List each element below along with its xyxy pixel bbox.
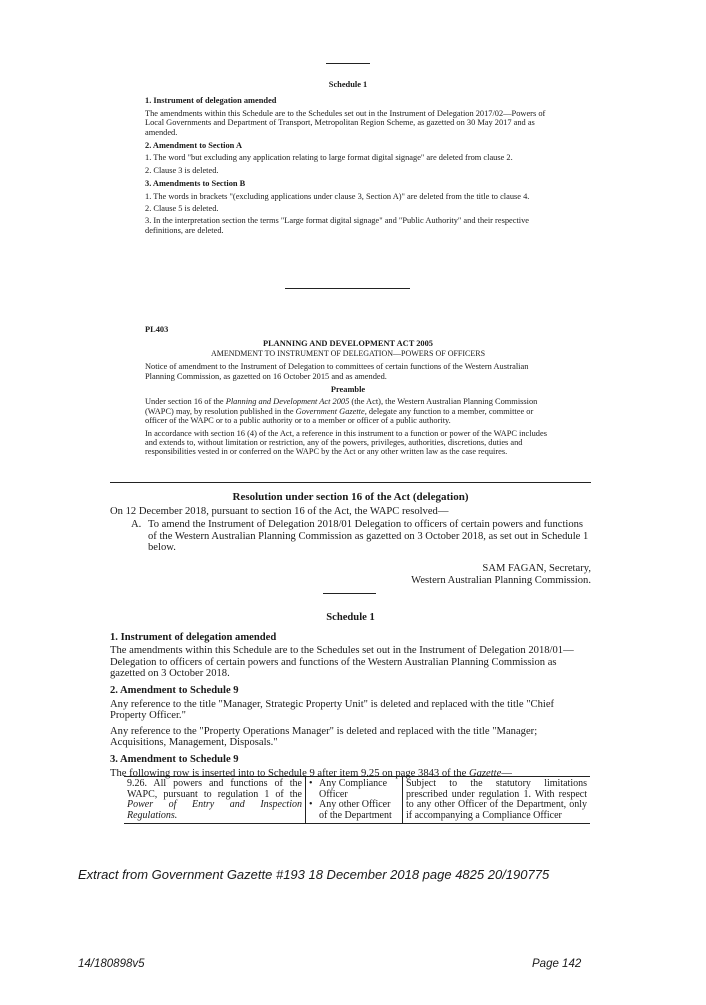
- notice-code: PL403: [145, 325, 169, 334]
- preamble-paragraph-2: In accordance with section 16 (4) of the Act, a reference in this instrument to a function or power of the WAPC includes and extends to, without limitation or restriction, any of the powers, privileges, authorities, discretions, duties and responsibilities vested in or conferred on the WAPC by the Act or any other written law as the case requires.: [145, 428, 547, 457]
- top-paragraph-3a: 1. The words in brackets "(excluding applications under clause 3, Section A)" are deleted from the title to clause 4.: [145, 191, 530, 201]
- schedule-divider: [323, 593, 376, 594]
- document-reference: 14/180898v5: [78, 958, 145, 970]
- gazette-extract-note: Extract from Government Gazette #193 18 December 2018 page 4825 20/190775: [78, 867, 550, 882]
- top-heading-3: 3. Amendments to Section B: [145, 179, 246, 189]
- organisation: Western Australian Planning Commission.: [411, 574, 591, 586]
- schedule-heading-2: 2. Amendment to Schedule 9: [110, 684, 239, 696]
- resolution-item-a: [110, 519, 591, 554]
- schedule-paragraph-1: The amendments within this Schedule are to the Schedules set out in the Instrument of Delegation 2018/01—Delegation to officers of certain powers and functions of the Western Australian Planning Commission as gazetted on 3 October 2018.: [110, 645, 574, 680]
- schedule-title: Schedule 1: [326, 612, 375, 623]
- schedule-paragraph-2a: Any reference to the title "Manager, Strategic Property Unit" is deleted and replaced with the title "Chief Property Officer.": [110, 698, 555, 722]
- resolution-top-rule: [110, 482, 591, 483]
- table-row: [124, 777, 590, 824]
- top-paragraph-3c: 3. In the interpretation section the terms "Large format digital signage" and "Public Authority" and their respective definitions, are deleted.: [145, 216, 530, 235]
- preamble-title: Preamble: [330, 385, 366, 395]
- notice-subtitle: AMENDMENT TO INSTRUMENT OF DELEGATION—POWERS OF OFFICERS: [210, 348, 486, 358]
- resolution-item-text: To amend the Instrument of Delegation 2018/01 Delegation to officers of certain powers and functions of the Western Australian Planning Commission as gazetted on 3 October 2018, as set out in Schedule 1 below.: [148, 519, 589, 554]
- list-item: • Any other Officer of the Department: [309, 799, 392, 821]
- resolution-item-letter: A.: [131, 519, 142, 531]
- section-divider: [285, 288, 410, 289]
- top-schedule: [145, 80, 551, 235]
- schedule-paragraph-3: The following row is inserted into to Schedule 9 after item 9.25 on page 3843 of the Gazette—: [110, 767, 512, 779]
- list-item: • Any Compliance Officer: [309, 778, 388, 800]
- notice-intro: Notice of amendment to the Instrument of Delegation to committees of certain functions of the Western Australian Planning Commission, as gazetted on 16 October 2015 and as amended.: [145, 362, 529, 381]
- top-paragraph-1: The amendments within this Schedule are to the Schedules set out in the Instrument of Delegation 2017/02—Powers of Local Governments and Department of Transport, Metropolitan Region Scheme, as gazetted on 30 May 2017 and as amended.: [145, 108, 546, 137]
- table-cell-conditions: Subject to the statutory limitations prescribed under regulation 1. With respect to any other Officer of the Department, only if accompanying a Compliance Officer: [403, 777, 591, 824]
- preamble-paragraph-1: Under section 16 of the Planning and Development Act 2005 (the Act), the Western Australian Planning Commission (WAPC) may, by resolution published in the Government Gazette, delegate any function to a member, committee or officer of the WAPC or to a public authority or to a member or officer of a public authority.: [145, 397, 538, 426]
- schedule-paragraph-2b: Any reference to the "Property Operations Manager" is deleted and replaced with the title "Manager; Acquisitions, Management, Disposals.": [110, 725, 538, 749]
- resolution-lead: On 12 December 2018, pursuant to section 16 of the Act, the WAPC resolved—: [110, 505, 449, 517]
- inserted-row-table: [124, 776, 590, 824]
- signatory: SAM FAGAN, Secretary,: [482, 562, 591, 574]
- resolution-title: Resolution under section 16 of the Act (delegation): [232, 491, 469, 503]
- top-heading-1: 1. Instrument of delegation amended: [145, 96, 277, 106]
- act-title: PLANNING AND DEVELOPMENT ACT 2005: [262, 339, 433, 349]
- table-cell-function: 9.26. All powers and functions of the WAPC, pursuant to regulation 1 of the Power of Entry and Inspection Regulations.: [124, 777, 306, 824]
- schedule-heading-3: 3. Amendment to Schedule 9: [110, 753, 239, 765]
- top-schedule-title: Schedule 1: [328, 80, 368, 89]
- schedule-2: [110, 612, 591, 783]
- top-rule: [326, 63, 370, 64]
- notice: [145, 325, 551, 457]
- schedule-heading-1: 1. Instrument of delegation amended: [110, 631, 277, 643]
- top-paragraph-2b: 2. Clause 3 is deleted.: [145, 165, 219, 175]
- top-heading-2: 2. Amendment to Section A: [145, 141, 243, 151]
- top-paragraph-2a: 1. The word "but excluding any application relating to large format digital signage" are deleted from clause 2.: [145, 153, 513, 163]
- page-number: Page 142: [532, 958, 582, 970]
- inserted-row-table-wrap: [124, 776, 590, 824]
- resolution: [110, 492, 591, 586]
- top-paragraph-3b: 2. Clause 5 is deleted.: [145, 204, 219, 214]
- table-cell-delegates: [306, 777, 403, 824]
